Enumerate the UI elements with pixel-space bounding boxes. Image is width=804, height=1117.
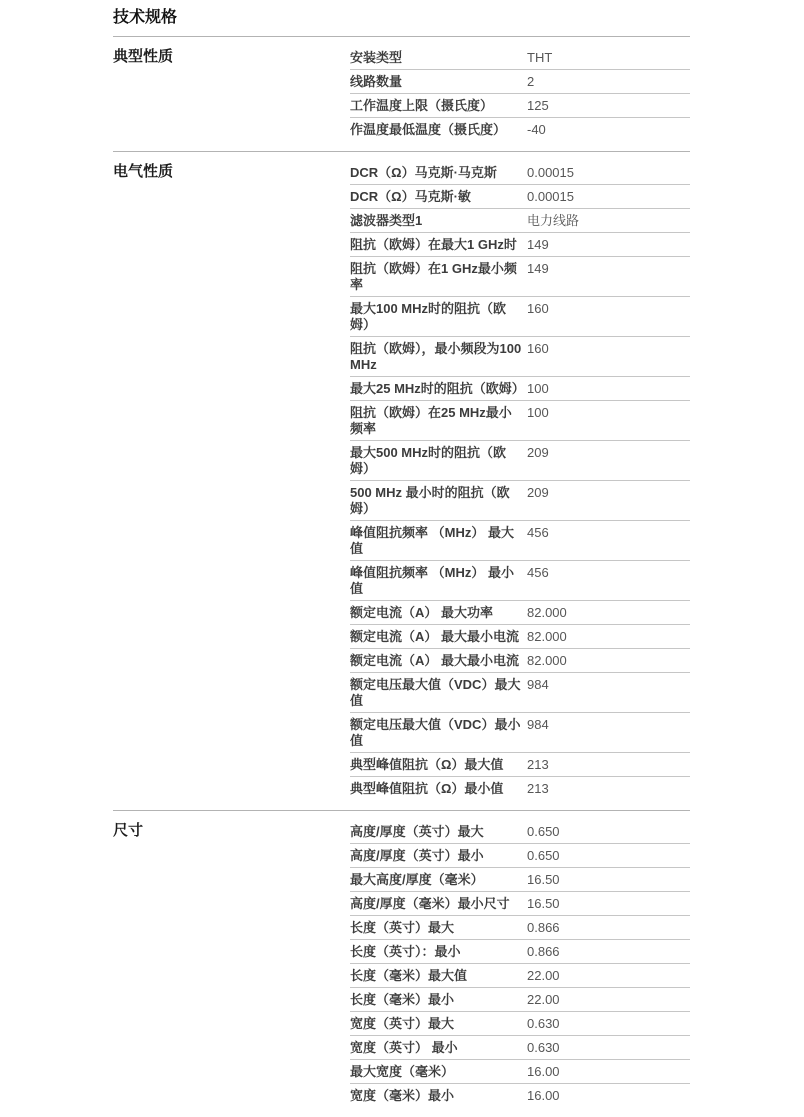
spec-attribute-label: 额定电流（A） 最大功率: [350, 605, 494, 620]
spec-attribute-label: 宽度（毫米）最小: [350, 1088, 455, 1103]
spec-row: [350, 94, 690, 118]
spec-attribute-value: 209: [527, 445, 549, 460]
spec-row: [350, 118, 690, 141]
spec-attribute-value: 149: [527, 237, 549, 252]
spec-row: [350, 753, 690, 777]
spec-row: [350, 521, 690, 561]
spec-section: [113, 151, 690, 810]
spec-attribute-label: 最大高度/厚度（毫米）: [350, 872, 484, 887]
spec-row: [350, 916, 690, 940]
spec-attribute-label: 最大500 MHz时的阻抗（欧姆）: [350, 445, 507, 476]
spec-row: [350, 892, 690, 916]
spec-row: [350, 1012, 690, 1036]
spec-attribute-label: 宽度（英寸）最大: [350, 1016, 455, 1031]
spec-row: [350, 820, 690, 844]
spec-attribute-value: 0.650: [527, 824, 560, 839]
spec-attribute-label: 额定电压最大值（VDC）最大值: [350, 677, 521, 708]
spec-row: [350, 1060, 690, 1084]
spec-attribute-value: 16.50: [527, 896, 560, 911]
spec-row: [350, 649, 690, 673]
spec-attribute-value: 456: [527, 525, 549, 540]
spec-attribute-value: 149: [527, 261, 549, 276]
spec-attribute-value: 22.00: [527, 992, 560, 1007]
spec-row: [350, 377, 690, 401]
spec-attribute-value: 0.630: [527, 1040, 560, 1055]
spec-attribute-label: 峰值阻抗频率 （MHz） 最小值: [350, 565, 514, 596]
spec-row: [350, 713, 690, 753]
spec-row: [350, 441, 690, 481]
spec-row: [350, 561, 690, 601]
spec-attribute-value: 100: [527, 381, 549, 396]
spec-row: [350, 257, 690, 297]
spec-row: [350, 868, 690, 892]
spec-attribute-value: 213: [527, 757, 549, 772]
spec-row: [350, 481, 690, 521]
spec-attribute-label: 典型峰值阻抗（Ω）最大值: [350, 757, 504, 772]
spec-attribute-value: 456: [527, 565, 549, 580]
spec-attribute-value: THT: [527, 50, 553, 65]
spec-attribute-value: 22.00: [527, 968, 560, 983]
spec-attribute-label: 典型峰值阻抗（Ω）最小值: [350, 781, 504, 796]
spec-row: [350, 673, 690, 713]
spec-attribute-value: 0.866: [527, 920, 560, 935]
spec-attribute-label: 最大25 MHz时的阻抗（欧姆）: [350, 381, 525, 396]
spec-row: [350, 209, 690, 233]
spec-attribute-value: 16.50: [527, 872, 560, 887]
spec-row: [350, 844, 690, 868]
spec-attribute-label: 阻抗（欧姆）在最大1 GHz时: [350, 237, 517, 252]
spec-attribute-label: 长度（毫米）最大值: [350, 968, 468, 983]
spec-row: [350, 337, 690, 377]
spec-row: [350, 777, 690, 800]
section-heading: 典型性质: [113, 48, 174, 65]
spec-row: [350, 46, 690, 70]
spec-attribute-value: 0.00015: [527, 165, 574, 180]
spec-rows: [350, 46, 690, 141]
spec-attribute-label: 额定电压最大值（VDC）最小值: [350, 717, 521, 748]
spec-attribute-value: 125: [527, 98, 549, 113]
spec-attribute-label: 长度（英寸）：最小: [350, 944, 461, 959]
spec-attribute-label: 阻抗（欧姆）在25 MHz最小频率: [350, 405, 512, 436]
spec-row: [350, 233, 690, 257]
spec-attribute-label: 工作温度上限（摄氏度）: [350, 98, 494, 113]
spec-attribute-value: 984: [527, 717, 549, 732]
spec-attribute-value: 100: [527, 405, 549, 420]
spec-attribute-label: 滤波器类型1: [350, 213, 423, 228]
spec-attribute-label: 额定电流（A） 最大最小电流: [350, 653, 520, 668]
section-heading: 电气性质: [113, 163, 174, 180]
spec-row: [350, 161, 690, 185]
spec-attribute-value: 16.00: [527, 1088, 560, 1103]
spec-row: [350, 185, 690, 209]
spec-row: [350, 297, 690, 337]
spec-attribute-label: 500 MHz 最小时的阻抗（欧姆）: [350, 485, 510, 516]
spec-attribute-value: 0.866: [527, 944, 560, 959]
spec-rows: [350, 161, 690, 800]
spec-row: [350, 988, 690, 1012]
spec-attribute-value: 电力线路: [527, 213, 580, 228]
spec-attribute-label: 最大宽度（毫米）: [350, 1064, 455, 1079]
spec-section: [113, 810, 690, 1117]
spec-attribute-label: 线路数量: [350, 74, 403, 89]
spec-section: [113, 37, 690, 151]
spec-attribute-value: 16.00: [527, 1064, 560, 1079]
spec-attribute-label: 峰值阻抗频率 （MHz） 最大值: [350, 525, 514, 556]
spec-attribute-value: 984: [527, 677, 549, 692]
section-heading: 尺寸: [113, 822, 144, 839]
spec-attribute-label: 高度/厚度（毫米）最小尺寸: [350, 896, 510, 911]
spec-attribute-label: 高度/厚度（英寸）最大: [350, 824, 484, 839]
spec-attribute-label: DCR（Ω）马克斯·敏: [350, 189, 471, 204]
spec-attribute-label: 长度（毫米）最小: [350, 992, 455, 1007]
spec-attribute-value: 209: [527, 485, 549, 500]
page-title: 技术规格: [113, 8, 690, 37]
spec-attribute-label: 最大100 MHz时的阻抗（欧姆）: [350, 301, 507, 332]
spec-row: [350, 964, 690, 988]
spec-attribute-label: 安装类型: [350, 50, 403, 65]
spec-attribute-label: 长度（英寸）最大: [350, 920, 455, 935]
spec-attribute-value: -40: [527, 122, 546, 137]
spec-attribute-value: 160: [527, 301, 549, 316]
spec-attribute-value: 82.000: [527, 629, 567, 644]
spec-attribute-value: 213: [527, 781, 549, 796]
spec-attribute-value: 0.650: [527, 848, 560, 863]
spec-row: [350, 625, 690, 649]
spec-row: [350, 601, 690, 625]
spec-attribute-value: 0.630: [527, 1016, 560, 1031]
spec-attribute-label: 阻抗（欧姆），最小频段为100 MHz: [350, 341, 522, 372]
spec-attribute-label: 作温度最低温度（摄氏度）: [350, 122, 507, 137]
spec-attribute-label: 阻抗（欧姆）在1 GHz最小频率: [350, 261, 517, 292]
spec-attribute-label: 高度/厚度（英寸）最小: [350, 848, 484, 863]
spec-row: [350, 1036, 690, 1060]
spec-attribute-value: 2: [527, 74, 535, 89]
spec-attribute-label: DCR（Ω）马克斯·马克斯: [350, 165, 497, 180]
spec-row: [350, 401, 690, 441]
spec-attribute-label: 额定电流（A） 最大最小电流: [350, 629, 520, 644]
spec-attribute-label: 宽度（英寸） 最小: [350, 1040, 458, 1055]
spec-sections: [113, 37, 690, 1117]
spec-row: [350, 940, 690, 964]
spec-attribute-value: 82.000: [527, 653, 567, 668]
spec-attribute-value: 82.000: [527, 605, 567, 620]
spec-row: [350, 70, 690, 94]
spec-attribute-value: 0.00015: [527, 189, 574, 204]
spec-attribute-value: 160: [527, 341, 549, 356]
spec-rows: [350, 820, 690, 1107]
spec-row: [350, 1084, 690, 1107]
